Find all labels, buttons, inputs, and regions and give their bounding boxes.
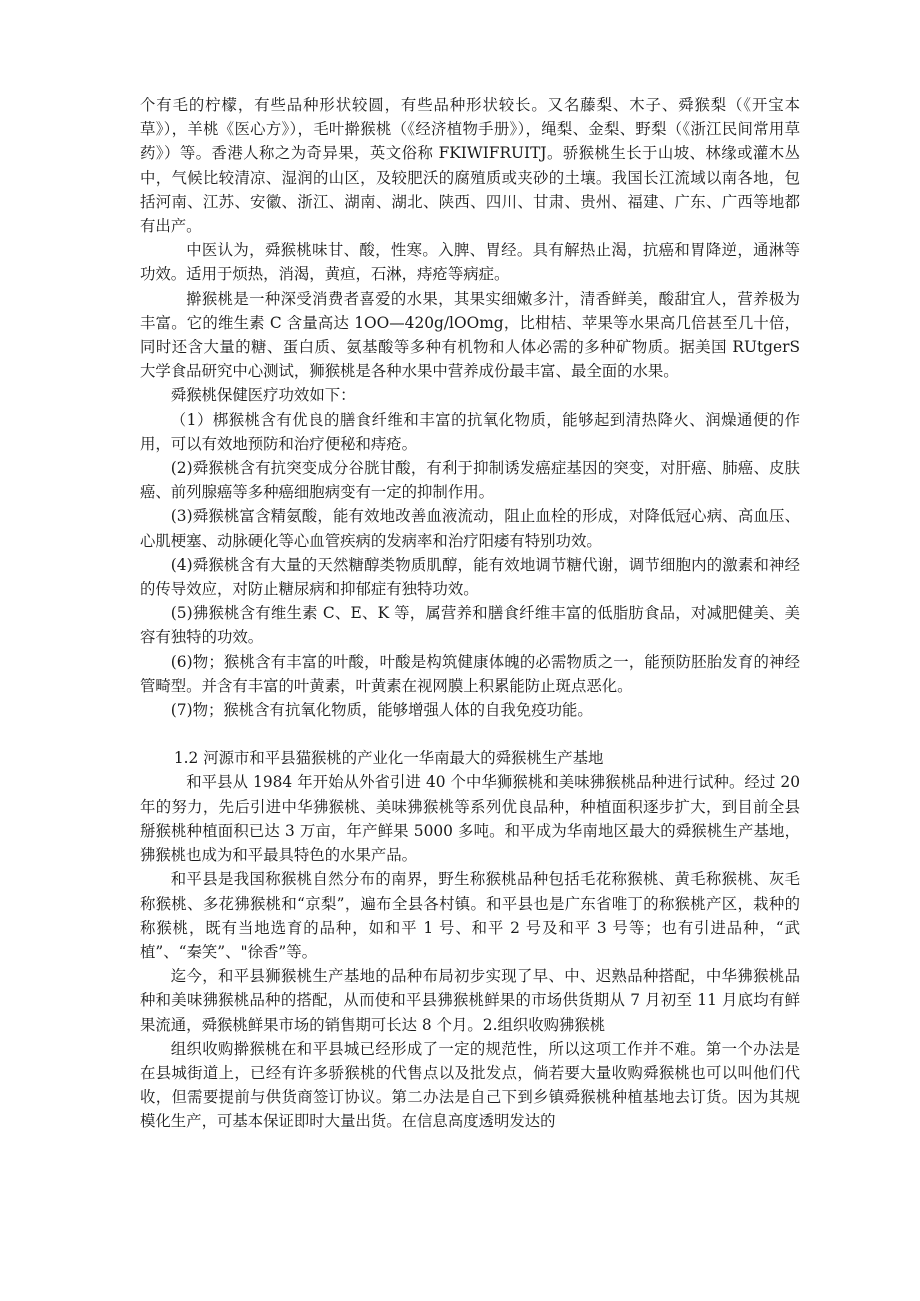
paragraph-origin: 个有毛的柠檬，有些品种形状较圆，有些品种形状较长。又名藤梨、木子、舜猴梨（《开宝本草》），羊桃《医心方》），毛叶擀猴桃（《经济植物手册》），绳梨、金梨、野梨（《浙江民间常用草药》）等。香港人称之为奇异果，英文俗称 FKIWIFRUITJ。骄猴桃生长于山坡、林缘或灌木丛中，气候比较清凉、湿润的山区，及较肥沃的腐殖质或夹砂的土壤。我国长江流域以南各地，包括河南、江苏、安徽、浙江、湖南、湖北、陕西、四川、甘肃、贵州、福建、广东、广西等地都有出产。 (140, 96, 800, 236)
benefit-item-4: (4)舜猴桃含有大量的天然糖醇类物质肌醇，能有效地调节糖代谢，调节细胞内的激素和神经的传导效应，对防止糖尿病和抑郁症有独特功效。 (140, 555, 800, 599)
paragraph-tcm: 中医认为，舜猴桃味甘、酸，性寒。入脾、胃经。具有解热止渴，抗癌和胃降逆，通淋等功效。适用于烦热，消渴，黄疸，石淋，痔疮等病症。 (140, 241, 800, 284)
benefit-item-7: (7)物；猴桃含有抗氧化物质，能够增强人体的自我免疫功能。 (170, 701, 593, 720)
benefit-item-3: (3)舜猴桃富含精氨酸，能有效地改善血液流动，阻止血栓的形成，对降低冠心病、高血压、心肌梗塞、动脉硬化等心血管疾病的发病率和治疗阳痿有特别功效。 (140, 507, 800, 550)
paragraph-heping-layout: 迄今，和平县狮猴桃生产基地的品种布局初步实现了早、中、迟熟品种搭配，中华狒猴桃品种和美味狒猴桃品种的搭配，从而使和平县狒猴桃鲜果的市场供货期从 7 月初至 11 月底均有鲜果流通，舜猴桃鲜果市场的销售期可长达 8 个月。2.组织收购狒猴桃 (140, 967, 800, 1034)
benefit-item-6: (6)物；猴桃含有丰富的叶酸，叶酸是构筑健康体魄的必需物质之一，能预防胚胎发育的神经管畸型。并含有丰富的叶黄素，叶黄素在视网膜上积累能防止斑点恶化。 (140, 652, 800, 695)
document-body (140, 93, 800, 1134)
paragraph-nutrition: 擀猴桃是一种深受消费者喜爱的水果，其果实细嫩多汁，清香鲜美，酸甜宜人，营养极为丰富。它的维生素 C 含量高达 1OO—420g/lOOmg，比柑桔、苹果等水果高几倍甚至几十倍，同时还含大量的糖、蛋白质、氨基酸等多种有机物和人体必需的多种矿物质。据美国 RUtgerS 大学食品研究中心测试，狮猴桃是各种水果中营养成份最丰富、最全面的水果。 (140, 289, 800, 381)
paragraph-heping-history: 和平县从 1984 年开始从外省引进 40 个中华狮猴桃和美味狒猴桃品种进行试种。经过 20 年的努力，先后引进中华狒猴桃、美味狒猴桃等系列优良品种，种植面积逐步扩大，到目前全县掰猴桃种植面积已达 3 万亩，年产鲜果 5000 多吨。和平成为华南地区最大的舜猴桃生产基地，狒猴桃也成为和平最具特色的水果产品。 (140, 773, 800, 865)
benefit-item-2: (2)舜猴桃含有抗突变成分谷胱甘酸，有利于抑制诱发癌症基因的突变，对肝癌、肺癌、皮肤癌、前列腺癌等多种癌细胞病变有一定的抑制作用。 (140, 459, 800, 502)
paragraph-benefits-intro: 舜猴桃保健医疗功效如下： (170, 386, 356, 405)
paragraph-purchasing: 组织收购擀猴桃在和平县城已经形成了一定的规范性，所以这项工作并不难。第一个办法是在县城街道上，已经有许多骄猴桃的代售点以及批发点，倘若要大量收购舜猴桃也可以叫他们代收，但需要提前与供货商签订协议。第二办法是自己下到乡镇舜猴桃种植基地去订货。因为其规模化生产，可基本保证即时大量出货。在信息高度透明发达的 (140, 1039, 800, 1131)
paragraph-heping-varieties: 和平县是我国称猴桃自然分布的南界，野生称猴桃品种包括毛花称猴桃、黄毛称猴桃、灰毛称猴桃、多花狒猴桃和“京梨”，遍布全县各村镇。和平县也是广东省唯丁的称猴桃产区，栽种的称猴桃，既有当地选育的品种，如和平 1 号、和平 2 号及和平 3 号等；也有引进品种，“武植”、“秦笑”、"徐香”等。 (140, 870, 800, 961)
benefit-item-1: （1）梆猴桃含有优良的膳食纤维和丰富的抗氧化物质，能够起到清热降火、润燥通便的作用，可以有效地预防和治疗便秘和痔疮。 (140, 410, 800, 453)
benefit-item-5: (5)狒猴桃含有维生素 C、E、K 等，属营养和膳食纤维丰富的低脂肪食品，对减肥健美、美容有独特的功效。 (140, 604, 800, 647)
section-spacer (140, 722, 800, 746)
section-heading: 1.2 河源市和平县猫猴桃的产业化一华南最大的舜猴桃生产基地 (173, 749, 604, 768)
